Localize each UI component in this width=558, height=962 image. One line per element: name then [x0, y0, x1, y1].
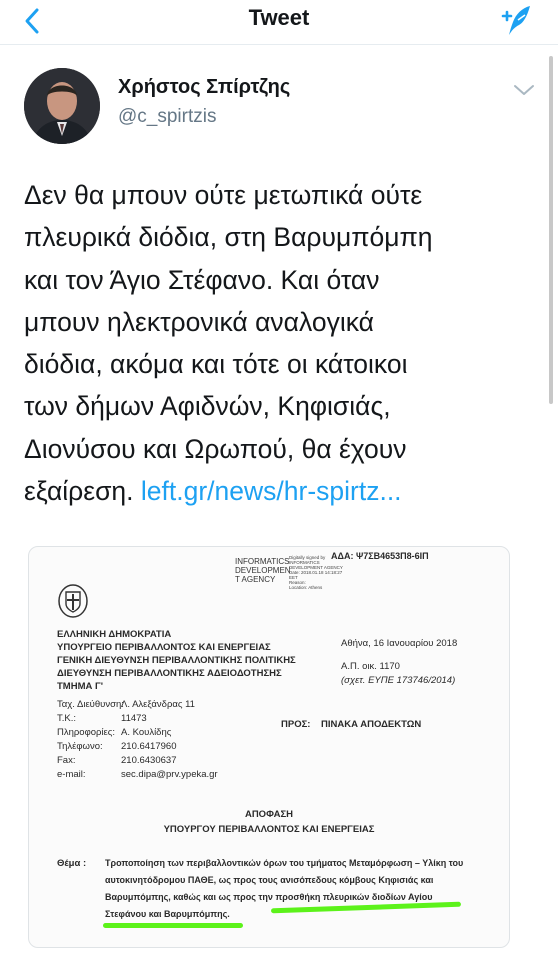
decision-subtitle: ΥΠΟΥΡΓΟΥ ΠΕΡΙΒΑΛΛΟΝΤΟΣ ΚΑΙ ΕΝΕΡΓΕΙΑΣ: [163, 824, 375, 835]
stamp-detail: DEVELOPMENT AGENCY: [289, 565, 343, 570]
tweet-body: Δεν θα μπουν ούτε μετωπικά ούτε πλευρικά διόδια, στη Βαρυμπόμπη και τον Άγιο Στέφανο. Και όταν μπουν ηλεκτρονικά αναλογικά διόδια, ακόμα και τότε οι κάτοικοι των δήμων Αφιδνών, Κηφισιάς, Διονύσου και Ωρωπού, θα έχουν εξαίρεση.: [24, 180, 433, 507]
contact-value: Λ. Αλεξάνδρας 11: [121, 699, 195, 710]
doc-header-line: ΕΛΛΗΝΙΚΗ ΔΗΜΟΚΡΑΤΙΑ: [57, 629, 172, 640]
tweet-link[interactable]: left.gr/news/hr-spirtz...: [140, 476, 402, 507]
contact-label: Τ.Κ.:: [57, 713, 77, 724]
contact-label: e-mail:: [57, 769, 86, 780]
doc-protocol: Α.Π. οικ. 1170: [341, 661, 400, 672]
subject-line: Τροποποίηση των περιβαλλοντικών όρων του τμήματος Μεταμόρφωση – Υλίκη του: [105, 858, 464, 868]
compose-tweet-icon[interactable]: [498, 2, 534, 38]
decision-title: ΑΠΟΦΑΣΗ: [244, 809, 294, 820]
doc-date: Αθήνα, 16 Ιανουαρίου 2018: [341, 638, 458, 649]
avatar-photo: [24, 68, 100, 144]
subject-line: αυτοκινητόδρομου ΠΑΘΕ, ως προς τους ανισόπεδους κόμβους Κηφισιάς και: [105, 875, 434, 885]
stamp-detail: Reason:: [289, 580, 306, 585]
signature-details: [289, 555, 343, 590]
greek-coat-of-arms-icon: [57, 583, 89, 619]
tweet-text: [24, 174, 544, 512]
contact-label: Πληροφορίες:: [57, 727, 115, 738]
nav-bar: [0, 0, 558, 45]
doc-related: (σχετ. ΕΥΠΕ 173746/2014): [341, 675, 456, 686]
contact-value: 210.6430637: [121, 755, 177, 766]
scrollbar[interactable]: [549, 56, 553, 404]
contact-label: Ταχ. Διεύθυνση:: [57, 699, 124, 710]
doc-to-label: ΠΡΟΣ:: [281, 719, 311, 730]
stamp-line: DEVELOPMEN: [235, 566, 291, 575]
stamp-line: T AGENCY: [235, 575, 276, 584]
avatar[interactable]: [24, 68, 100, 144]
contact-value: sec.dipa@prv.ypeka.gr: [121, 769, 218, 780]
signature-stamp: [235, 557, 291, 584]
chevron-down-icon[interactable]: [512, 82, 536, 98]
contact-value: 11473: [121, 713, 147, 724]
subject-label: Θέμα :: [57, 858, 87, 869]
author-name[interactable]: Χρήστος Σπίρτζης: [118, 76, 291, 98]
doc-header-line: ΥΠΟΥΡΓΕΙΟ ΠΕΡΙΒΑΛΛΟΝΤΟΣ ΚΑΙ ΕΝΕΡΓΕΙΑΣ: [57, 642, 271, 653]
stamp-detail: Date: 2018.01.18 14:18:27: [289, 570, 343, 575]
page-title: Tweet: [248, 5, 310, 30]
stamp-detail: Location: Athens: [289, 585, 323, 590]
subject-line: Βαρυμπόμπης, καθώς και ως προς την προσθήκη πλευρικών διοδίων Αγίου: [105, 892, 433, 902]
contact-label: Τηλέφωνο:: [57, 741, 103, 752]
attached-document-image[interactable]: [28, 546, 510, 948]
stamp-detail: Digitally signed by: [289, 555, 326, 560]
highlight-underline: [103, 923, 243, 928]
doc-to-value: ΠΙΝΑΚΑ ΑΠΟΔΕΚΤΩΝ: [321, 719, 422, 730]
contact-value: Α. Κουλίδης: [121, 727, 172, 738]
doc-header-line: ΔΙΕΥΘΥΝΣΗ ΠΕΡΙΒΑΛΛΟΝΤΙΚΗΣ ΑΔΕΙΟΔΟΤΗΣΗΣ: [57, 668, 282, 679]
ada-code: ΑΔΑ: Ψ7ΣΒ4653Π8-6ΙΠ: [331, 551, 429, 561]
contact-label: Fax:: [57, 755, 76, 766]
author-handle[interactable]: @c_spirtzis: [118, 106, 217, 127]
doc-header-line: ΓΕΝΙΚΗ ΔΙΕΥΘΥΝΣΗ ΠΕΡΙΒΑΛΛΟΝΤΙΚΗΣ ΠΟΛΙΤΙΚΗΣ: [57, 655, 296, 666]
highlight-underline: [271, 902, 461, 914]
stamp-detail: INFORMATICS: [289, 560, 320, 565]
stamp-detail: EET: [289, 575, 298, 580]
contact-value: 210.6417960: [121, 741, 177, 752]
doc-header-line: ΤΜΗΜΑ Γ': [57, 681, 103, 692]
subject-line: Στεφάνου και Βαρυμπόμπης.: [105, 909, 230, 919]
stamp-line: INFORMATICS: [235, 557, 290, 566]
